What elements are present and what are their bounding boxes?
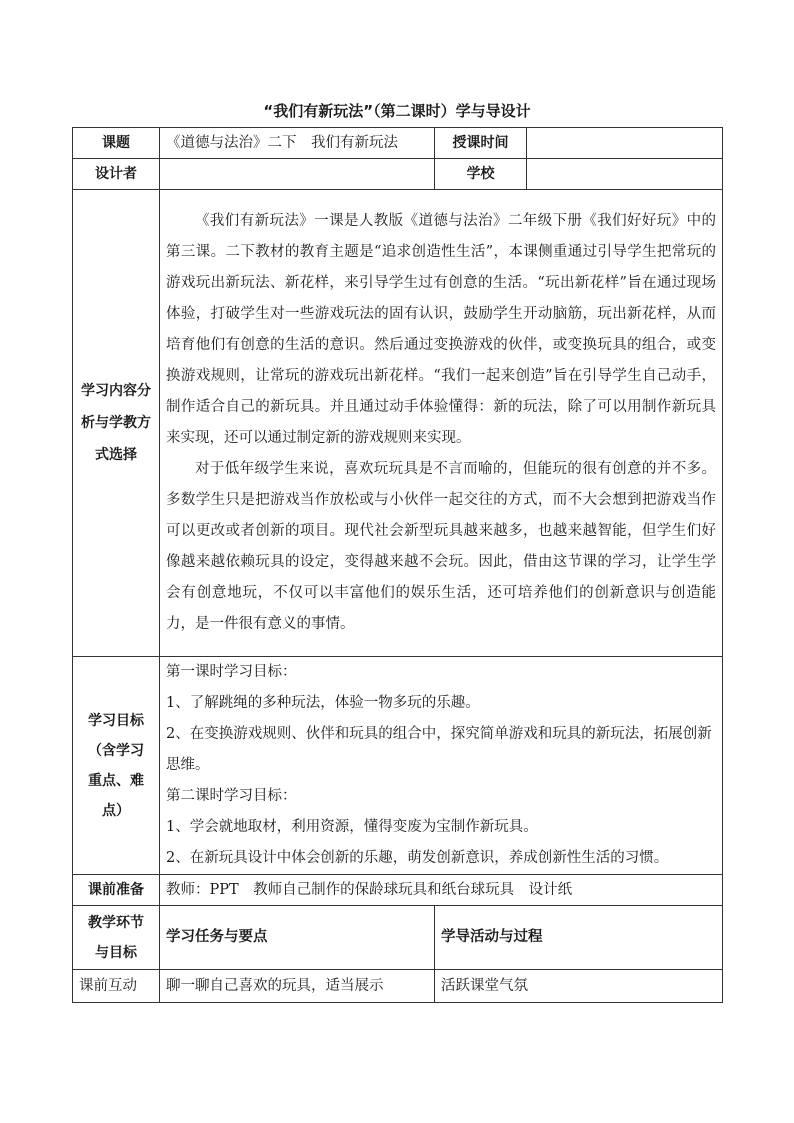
goals-line: 2、在变换游戏规则、伙伴和玩具的组合中，探究简单游戏和玩具的新玩法，拓展创新思维。	[166, 726, 712, 773]
topic-value: 《道德与法治》二下 我们有新玩法	[160, 128, 435, 159]
school-label: 学校	[435, 159, 527, 190]
row-analysis	[73, 190, 723, 657]
goals-label-line2: （含学习	[88, 742, 144, 759]
row-goals	[73, 657, 723, 875]
tasks-header: 学习任务与要点	[160, 906, 435, 970]
row-prep	[73, 875, 723, 906]
row-warmup	[73, 970, 723, 1003]
warmup-task: 聊一聊自己喜欢的玩具，适当展示	[160, 970, 435, 1003]
time-value	[527, 128, 723, 159]
analysis-paragraph-2: 对于低年级学生来说，喜欢玩玩具是不言而喻的，但能玩的很有创意的并不多。多数学生只是把游戏当作放松或与小伙伴一起交往的方式，而不大会想到把游戏当作可以更改或者创新的项目。现代社会新型玩具越来越多，也越来越智能，但学生们好像越来越依赖玩具的设定，变得越来越不会玩。因此，借由这节课的学习，让学生学会有创意地玩，不仅可以丰富他们的娱乐生活，还可培养他们的创新意识与创造能力，是一件很有意义的事情。	[166, 461, 716, 632]
warmup-label: 课前互动	[73, 970, 160, 1003]
goals-line: 1、学会就地取材，利用资源，懂得变废为宝制作新玩具。	[166, 819, 538, 835]
phase-header-line2: 与目标	[95, 944, 137, 961]
analysis-label-text: 学习内容分析与学教方式选择	[81, 383, 151, 463]
school-value	[527, 159, 723, 190]
analysis-paragraph-1: 《我们有新玩法》一课是人教版《道德与法治》二年级下册《我们好好玩》中的第三课。二下教材的教育主题是“追求创造性生活”，本课侧重通过引导学生把常玩的游戏玩出新玩法、新花样，来引导学生过有创意的生活。“玩出新花样”旨在通过现场体验，打破学生对一些游戏玩法的固有认识，鼓励学生开动脑筋，玩出新花样，从而培育他们有创意的生活的意识。然后通过变换游戏的伙伴，或变换玩具的组合，或变换游戏规则，让常玩的游戏玩出新花样。“我们一起来创造”旨在引导学生自己动手，制作适合自己的新玩具。并且通过动手体验懂得：新的玩法，除了可以用制作新玩具来实现，还可以通过制定新的游戏规则来实现。	[166, 213, 716, 446]
row-topic	[73, 128, 723, 159]
row-header	[73, 906, 723, 970]
warmup-activity: 活跃课堂气氛	[435, 970, 723, 1003]
goals-body	[160, 657, 723, 875]
topic-label: 课题	[73, 128, 160, 159]
activity-header: 学导活动与过程	[435, 906, 723, 970]
designer-value	[160, 159, 435, 190]
goals-line: 第二课时学习目标：	[166, 788, 297, 804]
phase-header	[73, 906, 160, 970]
goals-line: 2、在新玩具设计中体会创新的乐趣，萌发创新意识，养成创新性生活的习惯。	[166, 850, 669, 866]
time-label: 授课时间	[435, 128, 527, 159]
goals-label	[73, 657, 160, 875]
row-designer	[73, 159, 723, 190]
analysis-label	[73, 190, 160, 657]
lesson-plan-table	[72, 127, 723, 1003]
analysis-body	[160, 190, 723, 657]
goals-label-line3: 重点、难点）	[88, 772, 144, 819]
designer-label: 设计者	[73, 159, 160, 190]
prep-label: 课前准备	[73, 875, 160, 906]
prep-value: 教师：PPT 教师自己制作的保龄球玩具和纸台球玩具 设计纸	[160, 875, 723, 906]
goals-label-line1: 学习目标	[88, 712, 144, 729]
goals-line: 1、了解跳绳的多种玩法，体验一物多玩的乐趣。	[166, 695, 480, 711]
phase-header-line1: 教学环节	[88, 914, 144, 931]
document-title: “我们有新玩法”（第二课时）学与导设计	[263, 102, 531, 120]
goals-line: 第一课时学习目标：	[166, 664, 297, 680]
